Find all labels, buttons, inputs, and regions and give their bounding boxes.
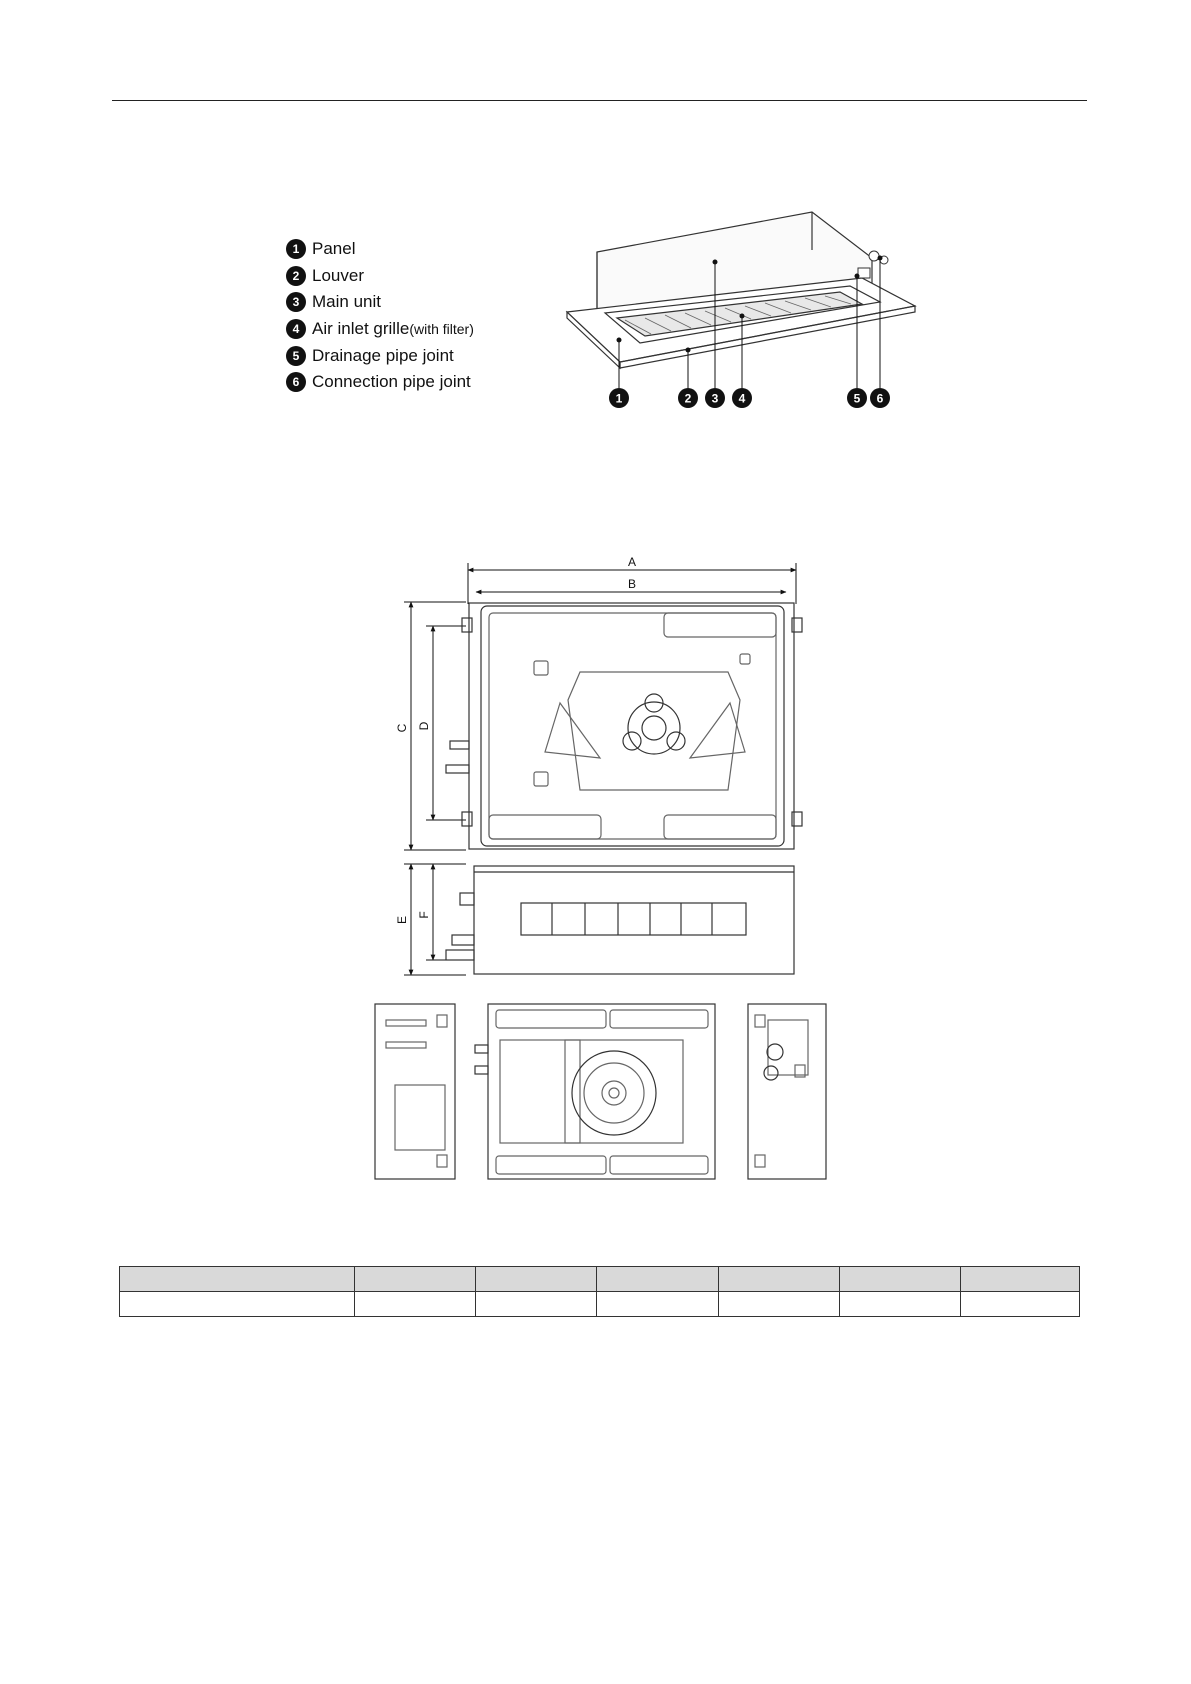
svg-text:5: 5: [853, 391, 861, 406]
dim-label-d: D: [417, 721, 431, 731]
svg-text:4: 4: [738, 391, 746, 406]
legend-label: Panel: [312, 239, 356, 259]
number-badge: 3: [286, 292, 306, 312]
table-cell: [476, 1292, 597, 1317]
number-badge: 2: [286, 266, 306, 286]
dim-label-e: E: [395, 915, 409, 925]
legend-label: Drainage pipe joint: [312, 345, 454, 365]
table-cell: [355, 1292, 476, 1317]
legend-label: Connection pipe joint: [312, 372, 471, 392]
table-cell: [840, 1292, 961, 1317]
table-header-cell: [840, 1267, 961, 1292]
table-header-cell: [719, 1267, 840, 1292]
svg-text:1: 1: [615, 391, 623, 406]
table-header-cell: [597, 1267, 719, 1292]
table-cell: [120, 1292, 355, 1317]
dimension-table: [119, 1266, 1080, 1317]
number-badge: 1: [286, 239, 306, 259]
table-header-cell: [476, 1267, 597, 1292]
dim-label-f: F: [417, 911, 431, 919]
dim-label-a: A: [627, 555, 637, 569]
table-header-cell: [120, 1267, 355, 1292]
dim-label-c: C: [395, 723, 409, 733]
svg-text:3: 3: [711, 391, 719, 406]
legend-label: Louver: [312, 265, 364, 285]
legend-label: Main unit: [312, 292, 381, 312]
number-badge: 6: [286, 372, 306, 392]
table-header-cell: [355, 1267, 476, 1292]
dim-label-b: B: [627, 577, 637, 591]
table-cell: [719, 1292, 840, 1317]
legend-label-suffix: (with filter): [409, 321, 474, 338]
table-cell: [597, 1292, 719, 1317]
table-row: [120, 1292, 1080, 1317]
number-badge: 4: [286, 319, 306, 339]
svg-text:2: 2: [684, 391, 692, 406]
svg-text:6: 6: [876, 391, 884, 406]
number-badge: 5: [286, 346, 306, 366]
table-header-row: [120, 1267, 1080, 1292]
table-cell: [961, 1292, 1080, 1317]
table-header-cell: [961, 1267, 1080, 1292]
legend-label: Air inlet grille: [312, 319, 410, 339]
